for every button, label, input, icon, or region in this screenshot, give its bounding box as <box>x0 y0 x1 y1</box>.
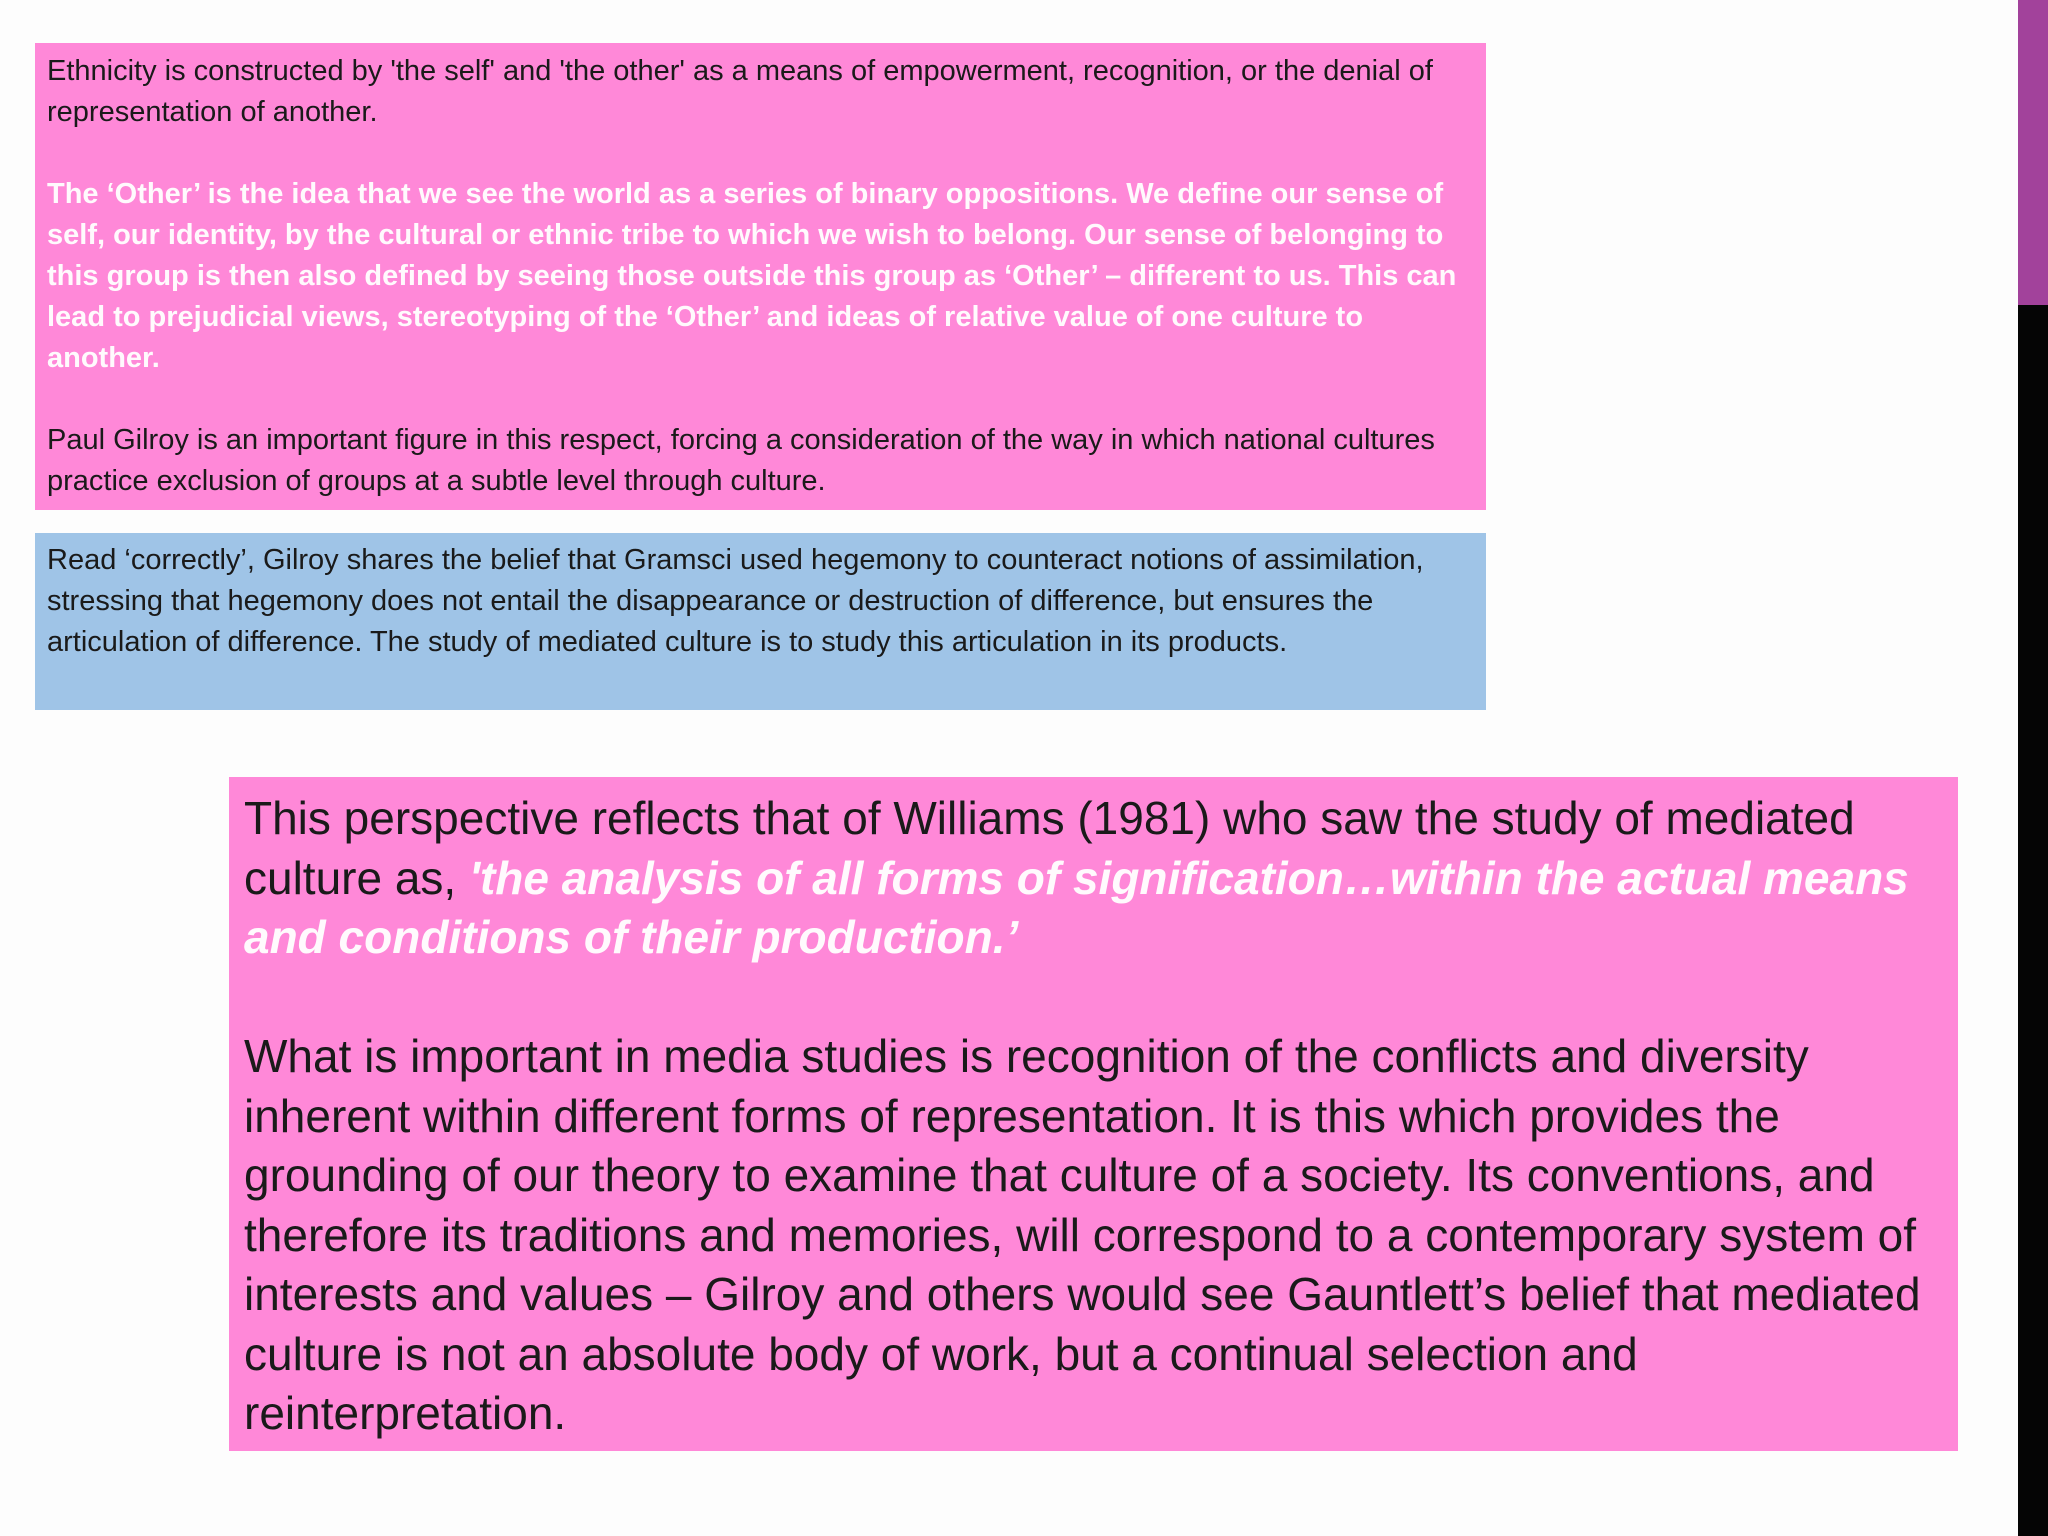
williams-quote: 'the analysis of all forms of signification…within the actual means and conditions of their production.’ <box>244 851 1909 963</box>
right-edge-accent-bar <box>2018 0 2048 305</box>
williams-paragraph <box>244 789 1944 968</box>
hegemony-text-box <box>35 533 1486 710</box>
ethnicity-text-box <box>35 43 1486 510</box>
ethnicity-definition: Ethnicity is constructed by 'the self' and 'the other' as a means of empowerment, recognition, or the denial of representation of another. <box>47 55 1433 128</box>
hegemony-paragraph: Read ‘correctly’, Gilroy shares the belief that Gramsci used hegemony to counteract notions of assimilation, stressing that hegemony does not entail the disappearance or destruction of difference, but ensures the articulation of difference. The study of mediated culture is to study this articulation in its products. <box>47 544 1424 658</box>
gilroy-paragraph: Paul Gilroy is an important figure in this respect, forcing a consideration of the way in which national cultures practice exclusion of groups at a subtle level through culture. <box>47 424 1435 497</box>
williams-intro: This perspective reflects that of Williams (1981) who saw the study of mediated culture as, <box>244 792 1855 904</box>
other-concept-paragraph: The ‘Other’ is the idea that we see the world as a series of binary oppositions. We define our sense of self, our identity, by the cultural or ethnic tribe to which we wish to belong. Our sense of belonging to this group is then also defined by seeing those outside this group as ‘Other’ – different to us. This can lead to prejudicial views, stereotyping of the ‘Other’ and ideas of relative value of one culture to another. <box>47 178 1457 374</box>
media-studies-paragraph: What is important in media studies is recognition of the conflicts and diversity inherent within different forms of representation. It is this which provides the grounding of our theory to examine that culture of a society. Its conventions, and therefore its traditions and memories, will correspond to a contemporary system of interests and values – Gilroy and others would see Gauntlett’s belief that mediated culture is not an absolute body of work, but a continual selection and reinterpretation. <box>244 1030 1921 1439</box>
williams-text-box <box>229 777 1958 1451</box>
